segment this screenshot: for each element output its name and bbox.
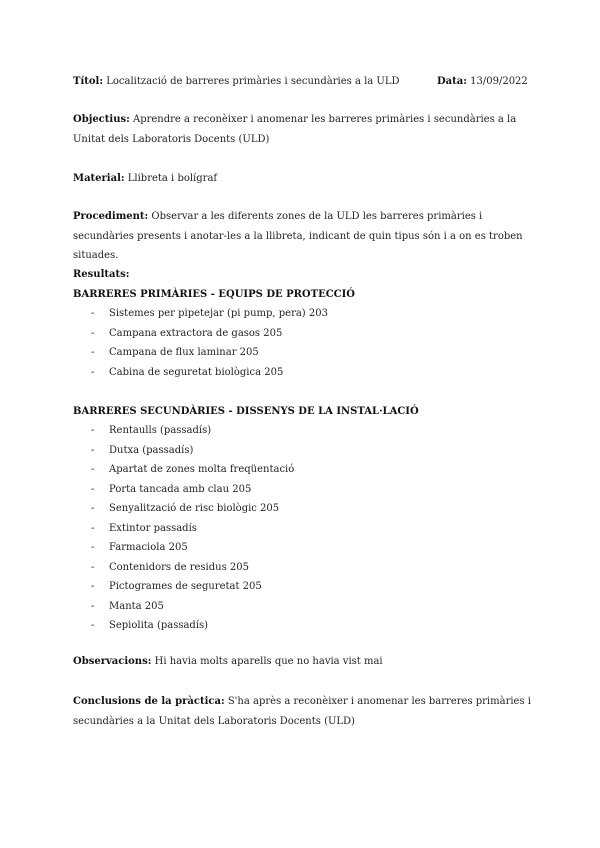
observations-value: Hi havia molts aparells que no havia vist mai — [154, 656, 383, 667]
observations-paragraph — [73, 652, 533, 672]
bullet-dash: - — [91, 347, 95, 358]
list-item-text: Dutxa (passadís) — [109, 444, 194, 456]
list-item — [73, 304, 533, 324]
bullet-dash: - — [91, 503, 95, 514]
material-label: Material: — [73, 173, 125, 184]
list-item-text: Manta 205 — [109, 600, 164, 612]
list-item — [73, 519, 533, 539]
secondary-heading: BARRERES SECUNDÀRIES - DISSENYS DE LA INSTAL·LACIÓ — [73, 405, 419, 417]
date-value: 13/09/2022 — [470, 76, 528, 87]
objective-label: Objectius: — [73, 114, 130, 125]
list-item-text: Sepiolita (passadís) — [109, 620, 209, 631]
bullet-dash: - — [91, 620, 95, 631]
objective-paragraph — [73, 110, 533, 149]
bullet-dash: - — [91, 425, 95, 436]
list-item-text: Sistemes per pipetejar (pi pump, pera) 203 — [109, 308, 328, 319]
conclusions-label: Conclusions de la pràctica: — [73, 696, 225, 707]
list-item — [73, 343, 533, 363]
bullet-dash: - — [91, 308, 95, 319]
material-value: Llibreta i bolígraf — [127, 173, 218, 184]
date-label: Data: — [437, 76, 467, 87]
bullet-dash: - — [91, 522, 95, 534]
results-section — [73, 265, 533, 636]
list-item-text: Campana de flux laminar 205 — [109, 347, 259, 358]
list-item — [73, 499, 533, 519]
material-paragraph — [73, 169, 533, 189]
list-item-text: Senyalització de risc biològic 205 — [109, 503, 280, 514]
list-item — [73, 363, 533, 383]
list-item-text: Extintor passadís — [109, 522, 197, 534]
procedure-label: Procediment: — [73, 211, 149, 222]
list-item-text: Porta tancada amb clau 205 — [109, 483, 252, 495]
title-value: Localització de barreres primàries i secundàries a la ULD — [106, 76, 400, 87]
list-item — [73, 441, 533, 461]
list-item-text: Farmaciola 205 — [109, 542, 188, 553]
bullet-dash: - — [91, 366, 95, 378]
list-item — [73, 538, 533, 558]
list-item-text: Campana extractora de gasos 205 — [109, 327, 283, 339]
date-line — [437, 72, 528, 92]
bullet-dash: - — [91, 464, 95, 475]
list-item — [73, 616, 533, 636]
procedure-paragraph — [73, 207, 533, 266]
observations-label: Observacions: — [73, 656, 152, 667]
list-item — [73, 558, 533, 578]
objective-value: Aprendre a reconèixer i anomenar les barreres primàries i secundàries a la Unitat dels Laboratoris Docents (ULD) — [73, 114, 517, 145]
bullet-dash: - — [91, 581, 95, 592]
list-item — [73, 597, 533, 617]
list-item — [73, 324, 533, 344]
results-label: Resultats: — [73, 269, 130, 280]
primary-heading: BARRERES PRIMÀRIES - EQUIPS DE PROTECCIÓ — [73, 288, 356, 300]
bullet-dash: - — [91, 327, 95, 339]
list-item — [73, 460, 533, 480]
bullet-dash: - — [91, 561, 95, 573]
list-item — [73, 421, 533, 441]
list-item-text: Apartat de zones molta freqüentació — [109, 464, 295, 475]
bullet-dash: - — [91, 444, 95, 456]
conclusions-value: S'ha après a reconèixer i anomenar les barreres primàries i secundàries a la Unitat dels Laboratoris Docents (ULD) — [73, 696, 531, 727]
list-item — [73, 480, 533, 500]
primary-list — [73, 304, 533, 382]
list-item-text: Cabina de seguretat biològica 205 — [109, 366, 284, 378]
procedure-value: Observar a les diferents zones de la ULD les barreres primàries i secundàries presents i anotar-les a la llibreta, indicant de quin tipus són i a on es troben situades. — [73, 211, 523, 261]
bullet-dash: - — [91, 483, 95, 495]
list-item-text: Pictogrames de seguretat 205 — [109, 581, 262, 592]
secondary-list — [73, 421, 533, 636]
bullet-dash: - — [91, 542, 95, 553]
bullet-dash: - — [91, 600, 95, 612]
list-item-text: Rentaulls (passadís) — [109, 425, 212, 436]
title-label: Títol: — [73, 76, 104, 87]
list-item-text: Contenidors de residus 205 — [109, 561, 249, 573]
conclusions-paragraph — [73, 692, 533, 731]
list-item — [73, 577, 533, 597]
